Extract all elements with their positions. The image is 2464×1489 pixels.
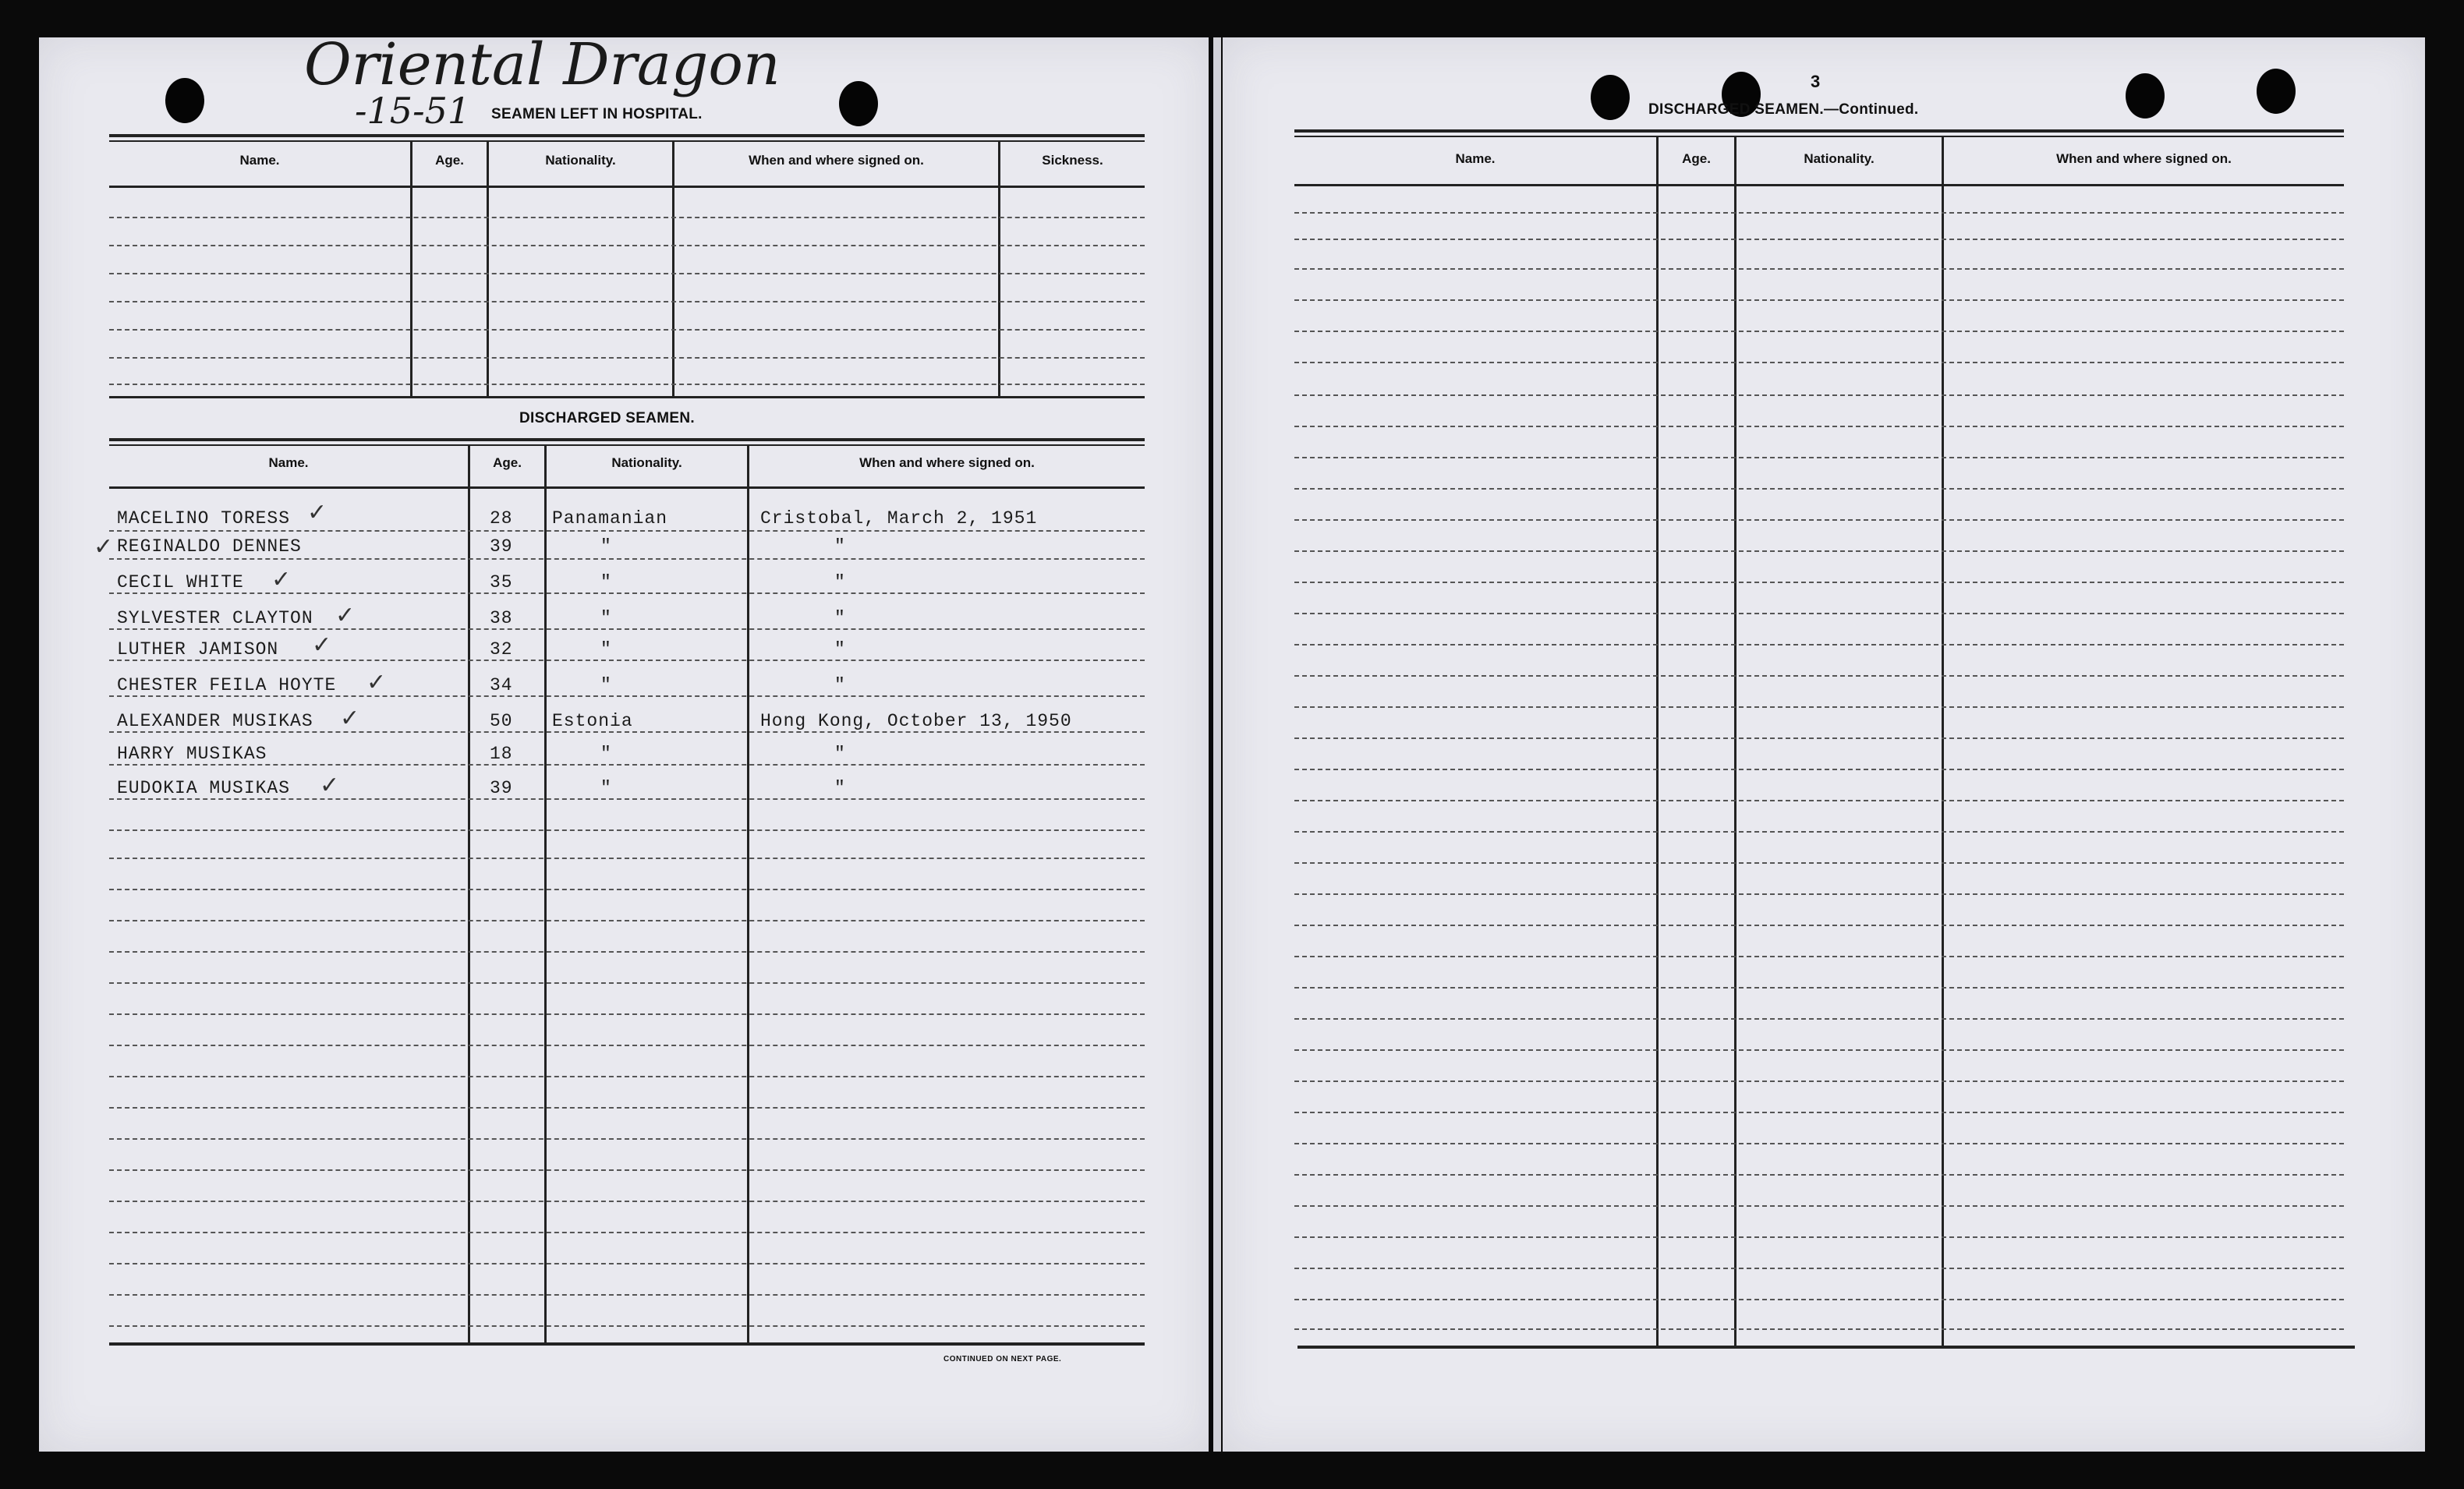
- seaman-name: CECIL WHITE: [117, 572, 244, 592]
- seaman-age: 28: [490, 508, 513, 529]
- seaman-signed-on: Hong Kong, October 13, 1950: [760, 711, 1072, 731]
- ruled-line: [1294, 488, 2344, 490]
- ruled-line: [1294, 706, 2344, 708]
- ruled-line: [109, 1169, 1145, 1171]
- ruled-line: [1294, 1143, 2344, 1144]
- ruled-line: [1294, 800, 2344, 801]
- ruled-line: [1294, 1205, 2344, 1207]
- seaman-nationality: ": [600, 572, 612, 592]
- ruled-line: [1294, 1112, 2344, 1113]
- ruled-line: [109, 764, 1145, 766]
- ruled-line: [1294, 893, 2344, 895]
- ruled-line: [1294, 519, 2344, 521]
- ruled-line: [1294, 1174, 2344, 1176]
- ruled-line: [1294, 299, 2344, 301]
- ruled-line: [1294, 644, 2344, 645]
- right-table-top-rule-2: [1294, 136, 2344, 137]
- discharged-col-age: Age.: [493, 455, 522, 470]
- ruled-line: [1294, 613, 2344, 614]
- column-divider: [1942, 137, 1944, 1346]
- seaman-signed-on: ": [834, 744, 846, 764]
- ruled-line: [1294, 1049, 2344, 1051]
- ruled-line: [1294, 956, 2344, 957]
- ruled-line: [109, 1325, 1145, 1327]
- discharged-col-nationality: Nationality.: [611, 455, 682, 470]
- ruled-line: [109, 273, 1145, 274]
- ruled-line: [109, 301, 1145, 302]
- ruled-line: [1294, 675, 2344, 677]
- ruled-line: [109, 329, 1145, 331]
- ruled-line: [1294, 1268, 2344, 1269]
- ruled-line: [1294, 831, 2344, 833]
- check-mark-icon: ✓: [307, 499, 327, 526]
- ruled-line: [109, 628, 1145, 630]
- ruled-line: [1294, 239, 2344, 240]
- page-fold: [1213, 37, 1221, 1452]
- right-table-top-rule: [1294, 129, 2344, 133]
- punch-hole: [2257, 69, 2296, 114]
- discharged-col-name: Name.: [268, 455, 309, 470]
- seaman-name: CHESTER FEILA HOYTE: [117, 675, 337, 695]
- handwritten-ship-name: Oriental Dragon: [304, 31, 781, 98]
- discharged-table-bottom-rule: [109, 1342, 1145, 1346]
- punch-hole: [1591, 75, 1630, 120]
- ruled-line: [1294, 426, 2344, 427]
- seaman-name: LUTHER JAMISON: [117, 639, 279, 660]
- hospital-col-age: Age.: [435, 153, 464, 168]
- seaman-signed-on: ": [834, 675, 846, 695]
- ruled-line: [109, 731, 1145, 733]
- ruled-line: [1294, 1328, 2344, 1330]
- seaman-nationality: ": [600, 639, 612, 660]
- ruled-line: [1294, 987, 2344, 989]
- discharged-section-title: DISCHARGED SEAMEN.: [519, 410, 695, 426]
- seaman-name: EUDOKIA MUSIKAS: [117, 778, 291, 798]
- ruled-line: [109, 558, 1145, 560]
- seaman-nationality: Panamanian: [552, 508, 668, 529]
- ruled-line: [109, 1294, 1145, 1296]
- seaman-nationality: ": [600, 744, 612, 764]
- ruled-line: [109, 245, 1145, 246]
- discharged-table-header-rule: [109, 486, 1145, 489]
- seaman-name: REGINALDO DENNES: [117, 536, 302, 557]
- ruled-line: [109, 357, 1145, 359]
- right-col-signed-on: When and where signed on.: [2056, 151, 2232, 166]
- check-mark-icon: ✓: [366, 669, 387, 696]
- right-table-header-rule: [1294, 184, 2344, 186]
- seaman-signed-on: ": [834, 536, 846, 557]
- ruled-line: [109, 695, 1145, 697]
- seaman-age: 50: [490, 711, 513, 731]
- ruled-line: [109, 920, 1145, 921]
- ruled-line: [109, 1232, 1145, 1233]
- discharged-table-top-rule-2: [109, 444, 1145, 446]
- ruled-line: [1294, 212, 2344, 214]
- discharged-table-top-rule: [109, 438, 1145, 441]
- right-col-nationality: Nationality.: [1804, 151, 1875, 166]
- seaman-nationality: ": [600, 778, 612, 798]
- ruled-line: [109, 858, 1145, 859]
- ruled-line: [1294, 394, 2344, 396]
- ruled-line: [109, 889, 1145, 890]
- ruled-line: [1294, 550, 2344, 552]
- ruled-line: [109, 1076, 1145, 1077]
- seaman-nationality: ": [600, 608, 612, 628]
- ruled-line: [1294, 1299, 2344, 1300]
- ruled-line: [109, 829, 1145, 831]
- hospital-table-header-rule: [109, 186, 1145, 188]
- right-col-name: Name.: [1455, 151, 1496, 166]
- ruled-line: [1294, 1236, 2344, 1238]
- ruled-line: [1294, 1018, 2344, 1020]
- ruled-line: [1294, 737, 2344, 739]
- seaman-signed-on: ": [834, 572, 846, 592]
- seaman-name: SYLVESTER CLAYTON: [117, 608, 313, 628]
- seaman-signed-on: ": [834, 639, 846, 660]
- check-mark-icon: ✓: [271, 566, 292, 593]
- check-mark-icon: ✓: [340, 705, 360, 732]
- punch-hole: [839, 81, 878, 126]
- ruled-line: [1294, 362, 2344, 363]
- hospital-table-bottom-rule: [109, 396, 1145, 398]
- ruled-line: [1294, 457, 2344, 458]
- column-divider: [1734, 137, 1736, 1346]
- ruled-line: [109, 1013, 1145, 1015]
- column-divider: [1656, 137, 1659, 1346]
- seaman-nationality: ": [600, 675, 612, 695]
- right-page: [1223, 37, 2425, 1452]
- seaman-name: HARRY MUSIKAS: [117, 744, 267, 764]
- ruled-line: [109, 1263, 1145, 1264]
- discharged-col-signed-on: When and where signed on.: [859, 455, 1035, 470]
- ruled-line: [109, 1045, 1145, 1046]
- continued-section-title: DISCHARGED SEAMEN.—Continued.: [1648, 101, 1919, 118]
- ruled-line: [109, 1138, 1145, 1140]
- check-mark-icon: ✓: [94, 533, 114, 561]
- seaman-age: 32: [490, 639, 513, 660]
- ruled-line: [109, 217, 1145, 218]
- ruled-line: [1294, 331, 2344, 332]
- hospital-table-top-rule-2: [109, 140, 1145, 142]
- seaman-signed-on: ": [834, 608, 846, 628]
- ruled-line: [109, 982, 1145, 984]
- right-table-bottom-rule: [1297, 1346, 2355, 1349]
- punch-hole: [2126, 73, 2165, 118]
- ruled-line: [109, 530, 1145, 532]
- seaman-name: ALEXANDER MUSIKAS: [117, 711, 313, 731]
- seaman-age: 39: [490, 536, 513, 557]
- punch-hole: [165, 78, 204, 123]
- check-mark-icon: ✓: [312, 631, 332, 659]
- hospital-table-top-rule: [109, 134, 1145, 137]
- column-divider: [544, 446, 547, 1342]
- continued-footnote: CONTINUED ON NEXT PAGE.: [943, 1355, 1062, 1363]
- seaman-name: MACELINO TORESS: [117, 508, 291, 529]
- seaman-nationality: Estonia: [552, 711, 633, 731]
- hospital-col-name: Name.: [239, 153, 280, 168]
- ruled-line: [109, 1201, 1145, 1202]
- ruled-line: [1294, 925, 2344, 926]
- seaman-age: 39: [490, 778, 513, 798]
- seaman-age: 34: [490, 675, 513, 695]
- ruled-line: [1294, 582, 2344, 583]
- hospital-col-signed-on: When and where signed on.: [749, 153, 924, 168]
- seaman-age: 38: [490, 608, 513, 628]
- hospital-col-sickness: Sickness.: [1042, 153, 1103, 168]
- seaman-signed-on: Cristobal, March 2, 1951: [760, 508, 1038, 529]
- seaman-age: 35: [490, 572, 513, 592]
- ruled-line: [109, 951, 1145, 953]
- ruled-line: [1294, 862, 2344, 864]
- ruled-line: [109, 592, 1145, 594]
- column-divider: [747, 446, 749, 1342]
- check-mark-icon: ✓: [320, 772, 340, 799]
- ruled-line: [1294, 769, 2344, 770]
- ruled-line: [109, 1107, 1145, 1109]
- ruled-line: [1294, 1080, 2344, 1082]
- right-col-age: Age.: [1682, 151, 1711, 166]
- seaman-signed-on: ": [834, 778, 846, 798]
- page-number: 3: [1811, 72, 1821, 91]
- ruled-line: [109, 660, 1145, 661]
- check-mark-icon: ✓: [335, 602, 356, 629]
- column-divider: [468, 446, 470, 1342]
- seaman-nationality: ": [600, 536, 612, 557]
- ruled-line: [109, 798, 1145, 800]
- hospital-section-title: SEAMEN LEFT IN HOSPITAL.: [491, 106, 703, 122]
- handwritten-date: -15-51: [355, 90, 471, 132]
- hospital-col-nationality: Nationality.: [545, 153, 616, 168]
- ruled-line: [1294, 268, 2344, 270]
- seaman-age: 18: [490, 744, 513, 764]
- ruled-line: [109, 384, 1145, 385]
